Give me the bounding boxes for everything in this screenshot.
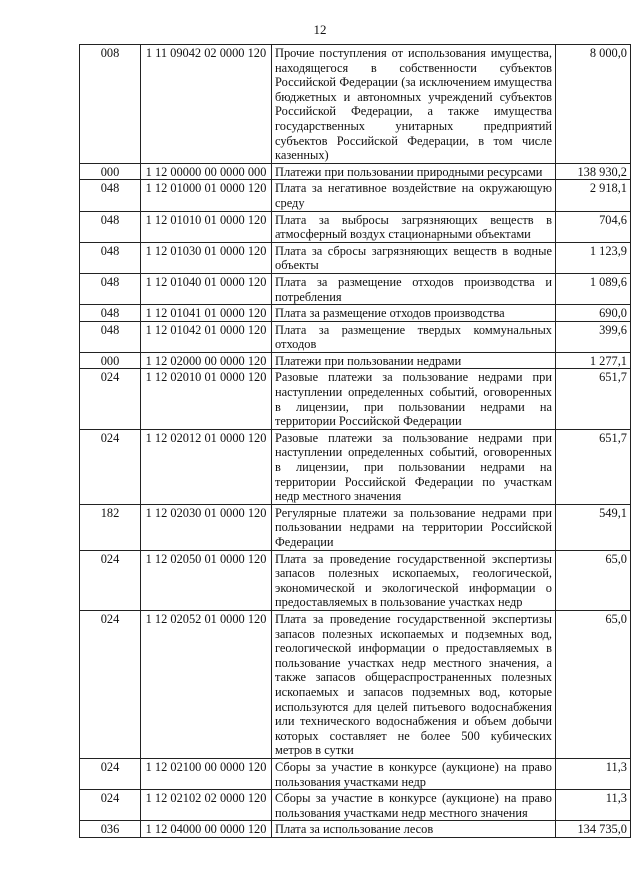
budget-code-cell: 1 12 02000 00 0000 120: [141, 352, 272, 369]
admin-code-cell: 048: [80, 211, 141, 242]
amount-cell: 138 930,2: [556, 163, 631, 180]
revenue-name-cell: Плата за размещение отходов производства: [272, 305, 556, 322]
budget-code-cell: 1 12 01042 01 0000 120: [141, 321, 272, 352]
amount-cell: 651,7: [556, 369, 631, 429]
table-row: [80, 45, 631, 164]
amount-cell: 11,3: [556, 758, 631, 789]
budget-code-cell: 1 12 01000 01 0000 120: [141, 180, 272, 211]
amount-cell: 65,0: [556, 550, 631, 610]
admin-code-cell: 000: [80, 352, 141, 369]
revenue-name-cell: Платежи при пользовании недрами: [272, 352, 556, 369]
table-row: [80, 180, 631, 211]
page-number: 12: [313, 22, 327, 37]
amount-cell: 134 735,0: [556, 821, 631, 838]
budget-code-cell: 1 12 02050 01 0000 120: [141, 550, 272, 610]
admin-code-cell: 048: [80, 273, 141, 304]
amount-cell: 1 277,1: [556, 352, 631, 369]
budget-code-cell: 1 12 02102 02 0000 120: [141, 790, 272, 821]
table-row: [80, 352, 631, 369]
table-row: [80, 211, 631, 242]
admin-code-cell: 036: [80, 821, 141, 838]
table-row: [80, 550, 631, 610]
budget-code-cell: 1 12 02030 01 0000 120: [141, 504, 272, 550]
table-row: [80, 758, 631, 789]
table-row: [80, 504, 631, 550]
revenue-name-cell: Плата за сбросы загрязняющих веществ в водные объекты: [272, 242, 556, 273]
table-row: [80, 163, 631, 180]
admin-code-cell: 024: [80, 429, 141, 504]
budget-code-cell: 1 11 09042 02 0000 120: [141, 45, 272, 164]
budget-code-cell: 1 12 01010 01 0000 120: [141, 211, 272, 242]
budget-code-cell: 1 12 02012 01 0000 120: [141, 429, 272, 504]
admin-code-cell: 024: [80, 550, 141, 610]
amount-cell: 1 123,9: [556, 242, 631, 273]
revenue-name-cell: Плата за проведение государственной экспертизы запасов полезных ископаемых и подземных вод, геологической информации о предоставляемых в пользование участках недр местного значения, а также запасов общераспространенных полезных ископаемых и запасов подземных вод, которые используются для целей питьевого водоснабжения или технического водоснабжения и объем добычи которых составляет не более 500 кубических метров в сутки: [272, 610, 556, 758]
table-row: [80, 321, 631, 352]
amount-cell: 11,3: [556, 790, 631, 821]
admin-code-cell: 000: [80, 163, 141, 180]
budget-code-cell: 1 12 01041 01 0000 120: [141, 305, 272, 322]
amount-cell: 1 089,6: [556, 273, 631, 304]
amount-cell: 399,6: [556, 321, 631, 352]
revenue-name-cell: Плата за использование лесов: [272, 821, 556, 838]
amount-cell: 690,0: [556, 305, 631, 322]
amount-cell: 651,7: [556, 429, 631, 504]
table-row: [80, 610, 631, 758]
revenue-name-cell: Прочие поступления от использования имущества, находящегося в собственности субъектов Российской Федерации (за исключением имущества бюджетных и автономных учреждений субъектов Российской Федерации, а также имущества государственных унитарных предприятий субъектов Российской Федерации, в том числе казенных): [272, 45, 556, 164]
budget-code-cell: 1 12 02010 01 0000 120: [141, 369, 272, 429]
budget-code-cell: 1 12 02052 01 0000 120: [141, 610, 272, 758]
amount-cell: 2 918,1: [556, 180, 631, 211]
budget-code-cell: 1 12 01040 01 0000 120: [141, 273, 272, 304]
revenue-name-cell: Плата за проведение государственной экспертизы запасов полезных ископаемых, геологической, экономической и экологической информации о предоставляемых в пользование участках недр: [272, 550, 556, 610]
admin-code-cell: 048: [80, 305, 141, 322]
revenue-name-cell: Разовые платежи за пользование недрами при наступлении определенных событий, оговоренных в лицензии, при пользовании недрами на территории Российской Федерации по участкам недр местного значения: [272, 429, 556, 504]
table-row: [80, 429, 631, 504]
amount-cell: 65,0: [556, 610, 631, 758]
revenue-table-body: [80, 45, 631, 838]
revenue-name-cell: Плата за размещение твердых коммунальных отходов: [272, 321, 556, 352]
admin-code-cell: 024: [80, 610, 141, 758]
table-row: [80, 790, 631, 821]
budget-code-cell: 1 12 04000 00 0000 120: [141, 821, 272, 838]
admin-code-cell: 024: [80, 369, 141, 429]
amount-cell: 8 000,0: [556, 45, 631, 164]
admin-code-cell: 024: [80, 790, 141, 821]
revenue-name-cell: Плата за размещение отходов производства и потребления: [272, 273, 556, 304]
revenue-name-cell: Сборы за участие в конкурсе (аукционе) на право пользования участками недр местного значения: [272, 790, 556, 821]
revenue-name-cell: Регулярные платежи за пользование недрами при пользовании недрами на территории Российской Федерации: [272, 504, 556, 550]
budget-code-cell: 1 12 00000 00 0000 000: [141, 163, 272, 180]
admin-code-cell: 008: [80, 45, 141, 164]
revenue-name-cell: Плата за негативное воздействие на окружающую среду: [272, 180, 556, 211]
admin-code-cell: 048: [80, 180, 141, 211]
admin-code-cell: 048: [80, 242, 141, 273]
table-row: [80, 369, 631, 429]
revenue-name-cell: Платежи при пользовании природными ресурсами: [272, 163, 556, 180]
table-row: [80, 242, 631, 273]
amount-cell: 549,1: [556, 504, 631, 550]
budget-code-cell: 1 12 02100 00 0000 120: [141, 758, 272, 789]
table-row: [80, 821, 631, 838]
table-row: [80, 273, 631, 304]
budget-code-cell: 1 12 01030 01 0000 120: [141, 242, 272, 273]
table-row: [80, 305, 631, 322]
admin-code-cell: 024: [80, 758, 141, 789]
admin-code-cell: 048: [80, 321, 141, 352]
admin-code-cell: 182: [80, 504, 141, 550]
revenue-table: [79, 44, 631, 838]
revenue-name-cell: Плата за выбросы загрязняющих веществ в атмосферный воздух стационарными объектами: [272, 211, 556, 242]
revenue-name-cell: Разовые платежи за пользование недрами при наступлении определенных событий, оговоренных в лицензии, при пользовании недрами на территории Российской Федерации: [272, 369, 556, 429]
revenue-name-cell: Сборы за участие в конкурсе (аукционе) на право пользования участками недр: [272, 758, 556, 789]
amount-cell: 704,6: [556, 211, 631, 242]
